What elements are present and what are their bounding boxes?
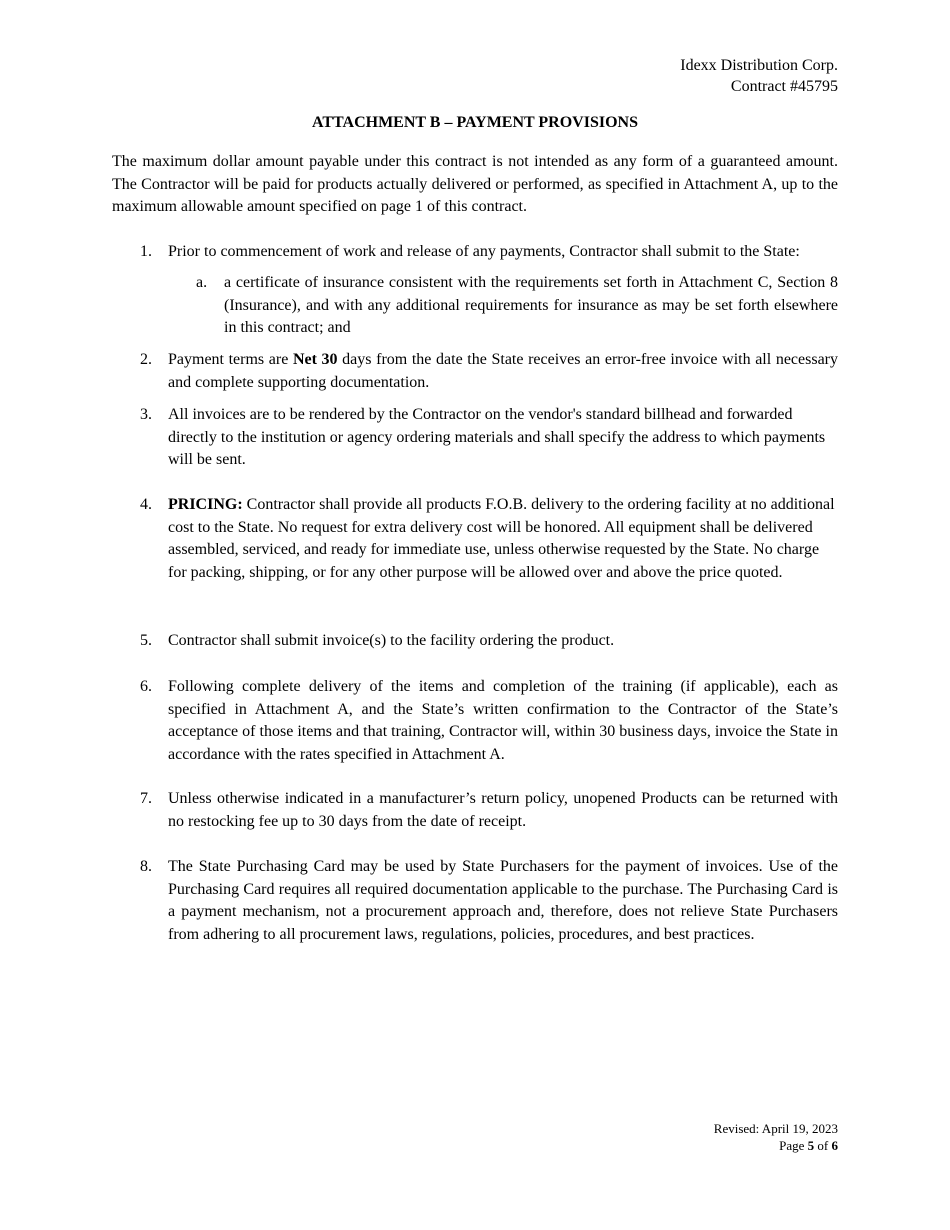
item-text-pre: Payment terms are (168, 351, 293, 368)
item-number: 7. (140, 790, 152, 807)
list-item-5 (112, 630, 838, 653)
list-item-6 (112, 676, 838, 766)
page-total: 6 (831, 1138, 838, 1153)
item-text (168, 494, 838, 584)
sub-item-text: a certificate of insurance consistent with the requirements set forth in Attachment C, Section 8 (Insurance), and with any additional requirements for insurance as may be set forth elsewhere in this contract; and (224, 274, 838, 336)
page-header (680, 55, 838, 97)
item-text: All invoices are to be rendered by the Contractor on the vendor's standard billhead and forwarded directly to the institution or agency ordering materials and shall specify the address to which payments will be sent. (168, 406, 826, 468)
item-text (168, 349, 838, 394)
intro-paragraph: The maximum dollar amount payable under this contract is not intended as any form of a guaranteed amount. The Contractor will be paid for products actually delivered or performed, as specified in Attachment A, up to the maximum allowable amount specified on page 1 of this contract. (112, 153, 838, 215)
page-indicator (714, 1137, 838, 1154)
contract-number: Contract #45795 (730, 78, 838, 95)
page-footer (714, 1120, 838, 1154)
net-terms: Net 30 (292, 351, 338, 368)
item-number: 2. (140, 351, 152, 368)
page-label: Page (779, 1138, 808, 1153)
item-text: Unless otherwise indicated in a manufacturer’s return policy, unopened Products can be returned with no restocking fee up to 30 days from the date of receipt. (168, 790, 838, 830)
revision-date: Revised: April 19, 2023 (713, 1121, 838, 1136)
item-text: Contractor shall submit invoice(s) to the facility ordering the product. (168, 632, 615, 649)
list-item-1 (112, 241, 838, 264)
item-number: 4. (140, 496, 152, 513)
item-text: Prior to commencement of work and release of any payments, Contractor shall submit to the State: (168, 243, 800, 260)
item-number: 1. (140, 243, 152, 260)
item-number: 3. (140, 406, 152, 423)
sub-item-a (196, 272, 838, 340)
item-number: 6. (140, 678, 152, 695)
sub-item-letter: a. (196, 274, 208, 291)
page-number: 5 (807, 1138, 815, 1153)
list-item-7 (112, 788, 838, 833)
of-label: of (814, 1138, 832, 1153)
item-text-post: Contractor shall provide all products F.O.B. delivery to the ordering facility at no additional cost to the State. No request for extra delivery cost will be honored. All equipment shall be delivered assembled, serviced, and ready for immediate use, unless otherwise requested by the State. No charge for packing, shipping, or for any other purpose will be allowed over and above the price quoted. (168, 496, 835, 581)
list-item-3 (112, 404, 838, 472)
pricing-label: PRICING: (168, 496, 243, 513)
list-item-4 (112, 494, 838, 584)
item-number: 8. (140, 858, 152, 875)
item-text: Following complete delivery of the items and completion of the training (if applicable), each as specified in Attachment A, and the State’s written confirmation to the Contractor of the State’s acceptance of those items and that training, Contractor will, within 30 business days, invoice the State in accordance with the rates specified in Attachment A. (168, 678, 838, 763)
document-title: ATTACHMENT B – PAYMENT PROVISIONS (312, 114, 638, 131)
list-item-2 (112, 349, 838, 394)
item-text-post: days from the date the State receives an error-free invoice with all necessary and complete supporting documentation. (168, 351, 839, 391)
item-number: 5. (140, 632, 152, 649)
item-text: The State Purchasing Card may be used by State Purchasers for the payment of invoices. Use of the Purchasing Card requires all required documentation applicable to the purchase. The Purchasing Card is a payment mechanism, not a procurement approach and, therefore, does not relieve State Purchasers from adhering to all procurement laws, regulations, policies, procedures, and best practices. (168, 858, 838, 943)
company-name: Idexx Distribution Corp. (680, 57, 838, 74)
list-item-8 (112, 856, 838, 946)
